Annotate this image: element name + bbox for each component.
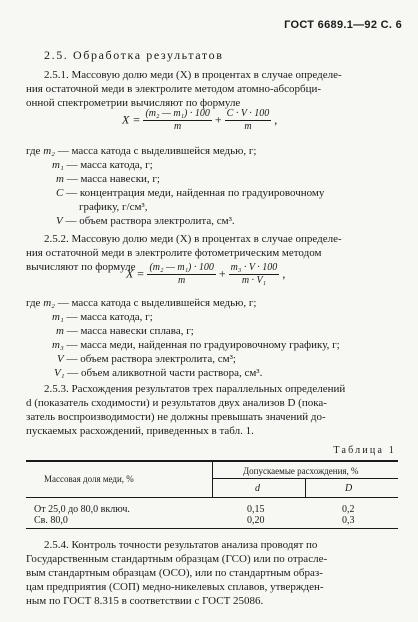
table-row-0-d: 0,15 <box>247 504 265 515</box>
table-row-1-d: 0,20 <box>247 515 265 526</box>
formula-1-frac1 <box>143 108 211 133</box>
def2-symbol: m₃ <box>52 339 64 351</box>
formula-1-num1: (m₂ — m₁) · 100 <box>145 108 210 119</box>
def1-row-3 <box>56 186 324 200</box>
p253-line1: 2.5.3. Расхождения результатов трех параллельных определений <box>44 383 346 395</box>
def1-text: — масса навески, г; <box>63 173 160 185</box>
table-group-header: Допускаемые расхождения, % <box>243 466 359 476</box>
formula-1 <box>122 108 277 133</box>
formula-2-num2: m₃ · V · 100 <box>230 262 278 273</box>
p251-line2: ния остаточной меди в электролите методом атомно-абсорбци- <box>26 83 322 95</box>
section-title: 2.5. Обработка результатов <box>44 48 224 62</box>
p252-line3: вычисляют по формуле <box>26 261 136 273</box>
def1-row-2 <box>56 172 160 186</box>
table-sub-D: D <box>345 483 353 494</box>
table-header-rule <box>26 497 398 498</box>
def2-symbol: V <box>57 353 64 365</box>
def2-row-0 <box>26 296 256 310</box>
formula-2-den2: m · V₁ <box>241 275 267 286</box>
def2-row-4 <box>57 352 236 366</box>
formula-2-lhs: X = <box>126 266 145 281</box>
p253-line2: d (показатель сходимости) и результатов двух анализов D (пока- <box>26 397 327 409</box>
def1-symbol: m <box>56 173 64 185</box>
table-row-0-D: 0,2 <box>342 504 355 515</box>
formula-1-plus: + <box>214 112 222 127</box>
formula-1-frac2 <box>225 108 272 133</box>
def1-lead: где <box>26 145 44 157</box>
table-caption: Таблица 1 <box>333 445 396 456</box>
def2-text: — масса катода с выделившейся медью, г; <box>54 297 257 309</box>
def2-text: — объем раствора электролита, см³; <box>63 353 236 365</box>
def1-row-4: графику, г/см³, <box>79 201 148 213</box>
def2-symbol: m₁ <box>52 311 64 323</box>
formula-2-frac2 <box>229 262 280 287</box>
def1-row-1 <box>52 158 153 172</box>
def1-symbol: m₂ <box>43 145 55 157</box>
formula-2-plus: + <box>218 266 226 281</box>
def2-row-1 <box>52 310 153 324</box>
formula-2 <box>126 262 285 287</box>
table-col1-header: Массовая доля меди, % <box>44 474 134 484</box>
def1-symbol: m₁ <box>52 159 64 171</box>
def1-row-0 <box>26 144 256 158</box>
def1-row-5 <box>56 214 235 228</box>
formula-1-lhs: X = <box>122 112 141 127</box>
table-row-0-range: От 25,0 до 80,0 включ. <box>34 504 130 515</box>
p253-line3: затель воспроизводимости) не должны превышать значений до- <box>26 411 326 423</box>
p254-line1: 2.5.4. Контроль точности результатов анализа проводят по <box>44 539 318 551</box>
p251-line1: 2.5.1. Массовую долю меди (X) в процентах в случае определе- <box>44 69 342 81</box>
def2-text: — объем аликвотной части раствора, см³. <box>64 367 263 379</box>
def1-text: — масса катода с выделившейся медью, г; <box>54 145 257 157</box>
def1-symbol: V <box>56 215 63 227</box>
def1-text: — концентрация меди, найденная по градуировочному <box>63 187 325 199</box>
formula-2-frac1 <box>147 262 215 287</box>
table-col-divider <box>212 460 213 498</box>
p251-line3: онной спектрометрии вычисляют по формуле <box>26 97 241 109</box>
p252-line1: 2.5.2. Массовую долю меди (X) в процентах в случае определе- <box>44 233 342 245</box>
formula-2-num1: (m₂ — m₁) · 100 <box>149 262 214 273</box>
def2-symbol: V₁ <box>54 367 65 379</box>
def2-row-2 <box>56 324 194 338</box>
formula-1-den2: m <box>244 121 252 132</box>
p254-line2: Государственным стандартным образцам (ГСО) или по отрасле- <box>26 553 328 565</box>
table-bottom-rule <box>26 528 398 529</box>
def2-text: — масса меди, найденная по градуировочному графику, г; <box>63 339 340 351</box>
def2-lead: где <box>26 297 44 309</box>
table-subcol-divider <box>305 479 306 498</box>
p253-line4: пускаемых расхождений, приведенных в табл. 1. <box>26 425 254 437</box>
table-sub-d: d <box>255 483 260 494</box>
table-row-1-D: 0,3 <box>342 515 355 526</box>
def2-symbol: m₂ <box>43 297 55 309</box>
page-header: ГОСТ 6689.1—92 С. 6 <box>284 19 402 31</box>
formula-1-num2: C · V · 100 <box>226 108 270 119</box>
formula-1-den1: m <box>174 121 182 132</box>
formula-2-den1: m <box>178 275 186 286</box>
p254-line4: цам предприятия (СОП) медно-никелевых сплавов, утвержден- <box>26 581 324 593</box>
p252-line2: ния остаточной меди в электролите фотометрическим методом <box>26 247 322 259</box>
def1-text: — объем раствора электролита, см³. <box>62 215 235 227</box>
p254-line5: ным по ГОСТ 8.315 в соответствии с ГОСТ 25086. <box>26 595 264 607</box>
def1-text: — масса катода, г; <box>63 159 153 171</box>
def2-text: — масса навески сплава, г; <box>63 325 194 337</box>
def2-text: — масса катода, г; <box>63 311 153 323</box>
formula-1-end: , <box>274 112 278 127</box>
table-row-1-range: Св. 80,0 <box>34 515 68 526</box>
def1-symbol: C <box>56 187 64 199</box>
def2-row-3 <box>52 338 340 352</box>
def2-row-5 <box>54 366 262 380</box>
p254-line3: вым стандартным образцам (ОСО), или по стандартным образ- <box>26 567 323 579</box>
formula-2-end: , <box>282 266 286 281</box>
def2-symbol: m <box>56 325 64 337</box>
